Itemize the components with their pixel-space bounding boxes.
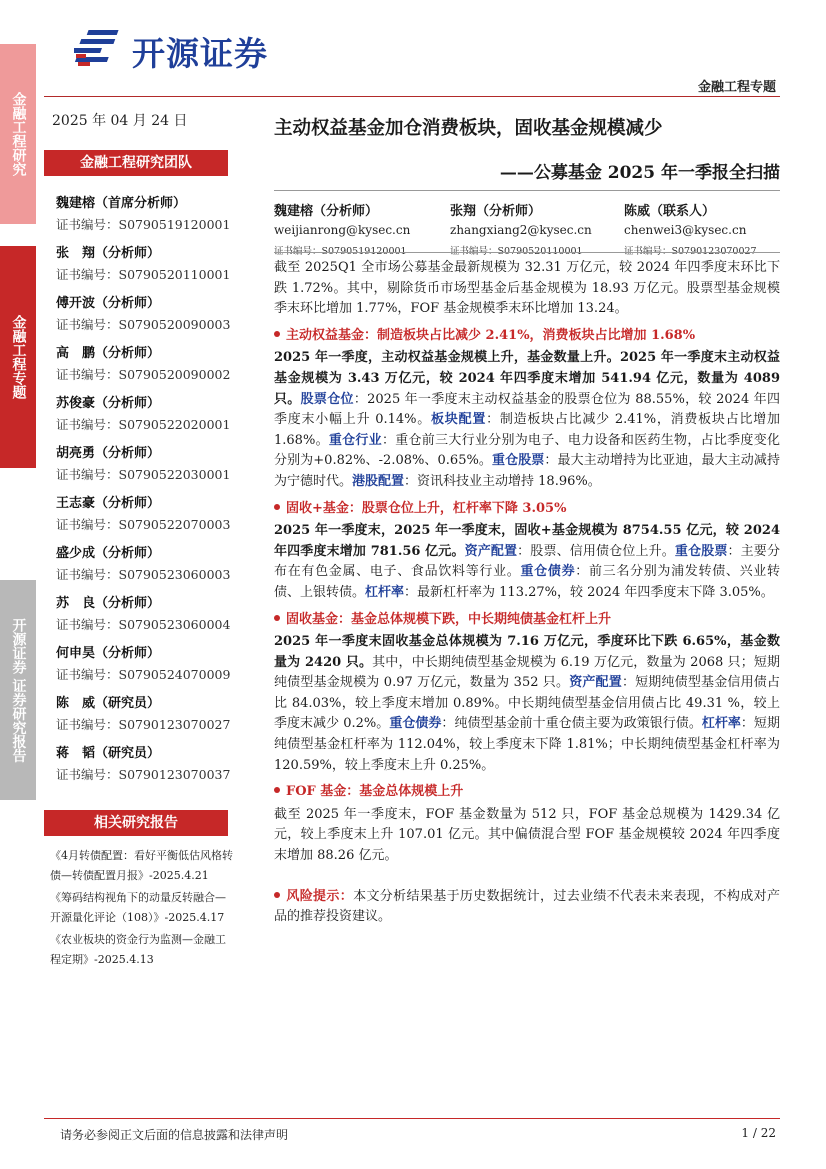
member-cert: 证书编号：S0790522020001 [56,417,231,432]
member-name: 张 翔（分析师） [56,246,161,261]
member-name: 傅开波（分析师） [56,296,161,311]
member-cert: 证书编号：S0790522030001 [56,467,231,482]
team-member [56,644,231,694]
side-tab-topic: 金融工程专题 [0,246,36,468]
member-cert: 证书编号：S0790520090003 [56,317,231,332]
footer-divider [44,1118,780,1119]
related-reports-heading: 相关研究报告 [44,810,228,836]
report-title: 《4月转债配置：看好平衡低估风格转债—转债配置月报》 [50,849,233,882]
section-body-fixed-income: 2025 年一季度末固收基金总体规模为 7.16 万亿元，季度环比下跌 6.65%，基金数量为 2420 只。其中，中长期纯债型基金规模为 6.19 万亿元，数量为 2068 只；短期纯债型基金规模为 0.97 万亿元，数量为 352 只。资产配置：短期纯债型基金信用债占比 84.03%，较上季度末增加 0.89%。中长期纯债型基金信用债占比 49.31 %，较上季度末减少 0.2%。重仓债券：纯债型基金前十重仓债主要为政策银行债。杠杆率：短期纯债型基金杠杆率为 112.04%，较上季度末下降 1.81%；中长期纯债型基金杠杆率为 120.59%，较上季度末上升 0.25%。 [274,634,781,773]
footer-disclaimer: 请务必参阅正文后面的信息披露和法律声明 [60,1128,289,1142]
author-email[interactable]: weijianrong@kysec.cn [274,223,411,237]
member-name: 高 鹏（分析师） [56,346,161,361]
team-member [56,494,231,544]
risk-warning: 风险提示：本文分析结果基于历史数据统计，过去业绩不代表未来表现，不构成对产品的推荐投资建议。 [274,888,780,925]
section-heading-fof: FOF 基金：基金总体规模上升 [274,782,780,803]
member-name: 盛少成（分析师） [56,546,161,561]
related-report[interactable] [50,930,235,969]
member-name: 陈 威（研究员） [56,696,161,711]
member-name: 苏 良（分析师） [56,596,161,611]
report-date: -2025.4.17 [164,910,225,924]
team-heading: 金融工程研究团队 [44,150,228,176]
member-name: 魏建榕（首席分析师） [56,196,187,211]
team-member [56,594,231,644]
author-name: 张翔（分析师） [450,204,542,219]
bullet-icon [274,787,280,793]
intro-paragraph: 截至 2025Q1 全市场公募基金最新规模为 32.31 万亿元，较 2024 年四季度末环比下跌 1.72%。其中，剔除货币市场型基金后基金规模为 18.93 万亿元。股票型基金规模季末环比增加 1.77%，FOF 基金规模季末环比增加 13.24。 [274,260,780,317]
author-divider [274,252,780,253]
brand-name: 开源证券 [132,34,268,73]
author-cert: 证书编号：S0790519120001 [274,246,407,257]
member-cert: 证书编号：S0790524070009 [56,667,231,682]
team-list [56,194,231,794]
logo-stripes-icon [74,26,130,74]
report-title: 《农业板块的资金行为监测—金融工程定期》 [50,933,226,966]
report-subtitle: ——公募基金 2025 年一季报全扫描 [499,163,780,183]
member-name: 蒋 韬（研究员） [56,746,161,761]
team-member [56,294,231,344]
author-name: 魏建榕（分析师） [274,204,379,219]
member-cert: 证书编号：S0790520110001 [56,267,231,282]
member-name: 苏俊豪（分析师） [56,396,161,411]
team-member [56,694,231,744]
team-member [56,194,231,244]
section-heading-fixed-income: 固收基金：基金总体规模下跌，中长期纯债基金杠杆上升 [274,610,780,631]
report-type-label: 金融工程专题 [697,80,776,95]
author-block [624,200,794,257]
author-cert: 证书编号：S0790520110001 [450,246,583,257]
header-divider [44,96,780,97]
member-cert: 证书编号：S0790123070037 [56,767,231,782]
team-member [56,744,231,794]
member-cert: 证书编号：S0790522070003 [56,517,231,532]
title-divider [274,190,780,191]
member-name: 胡亮勇（分析师） [56,446,161,461]
report-title: 《筹码结构视角下的动量反转融合—开源量化评论（108）》 [50,891,226,924]
section-body-fof: 截至 2025 年一季度末，FOF 基金数量为 512 只，FOF 基金总规模为 1429.34 亿元，较上季度末上升 107.01 亿元。其中偏债混合型 FOF 基金规模较 2024 年四季度末增加 88.26 亿元。 [274,806,780,864]
member-cert: 证书编号：S0790519120001 [56,217,231,232]
side-tab-brand: 开源证券 证券研究报告 [0,580,36,800]
author-email[interactable]: zhangxiang2@kysec.cn [450,223,592,237]
bullet-icon [274,615,280,621]
section-heading-equity: 主动权益基金：制造板块占比减少 2.41%，消费板块占比增加 1.68% [274,326,780,347]
section-heading-fixed-income-plus: 固收+基金：股票仓位上升，杠杆率下降 3.05% [274,499,780,520]
team-member [56,444,231,494]
related-report[interactable] [50,846,235,885]
member-cert: 证书编号：S0790523060003 [56,567,231,582]
bullet-icon [274,331,280,337]
page-number: 1 / 22 [741,1126,776,1140]
member-name: 何申昊（分析师） [56,646,161,661]
section-body-fixed-income-plus: 2025 年一季度末，2025 年一季度末，固收+基金规模为 8754.55 亿元，较 2024 年四季度末增加 781.56 亿元。资产配置：股票、信用债仓位上升。重仓股票：主要分布在有色金属、电子、食品饮料等行业。重仓债券：前三名分别为浦发转债、兴业转债、上银转债。杠杆率：最新杠杆率为 113.27%，较 2024 年四季度末下降 3.05%。 [274,523,780,600]
team-member [56,394,231,444]
report-date: -2025.4.21 [149,868,209,882]
bullet-icon [274,504,280,510]
related-report[interactable] [50,888,235,927]
side-tab-research: 金融工程研究 [0,44,36,224]
related-reports-list [50,846,235,972]
author-block [450,200,620,257]
team-member [56,344,231,394]
member-name: 王志豪（分析师） [56,496,161,511]
member-cert: 证书编号：S0790523060004 [56,617,231,632]
report-date: 2025 年 04 月 24 日 [52,113,188,129]
author-email[interactable]: chenwei3@kysec.cn [624,223,747,237]
author-block [274,200,444,257]
bullet-icon [274,892,280,898]
member-cert: 证书编号：S0790123070027 [56,717,231,732]
report-title: 主动权益基金加仓消费板块，固收基金规模减少 [274,118,663,139]
team-member [56,244,231,294]
author-cert: 证书编号：S0790123070027 [624,246,757,257]
team-member [56,544,231,594]
author-name: 陈威（联系人） [624,204,716,219]
section-body-equity: 2025 年一季度，主动权益基金规模上升，基金数量上升。2025 年一季度末主动权益基金规模为 3.43 万亿元，较 2024 年四季度末增加 541.94 亿元，数量为 4089 只。股票仓位：2025 年一季度末主动权益基金的股票仓位为 88.55%，较 2024 年四季度末小幅上升 0.14%。板块配置：制造板块占比减少 2.41%，消费板块占比增加 1.68%。重仓行业：重仓前三大行业分别为电子、电力设备和医药生物，占比季度变化分别为+0.82%、-2.08%、0.65%。重仓股票：最大主动增持为比亚迪，最大主动减持为宁德时代。港股配置：资讯科技业主动增持 18.96%。 [274,350,780,489]
report-summary [274,258,780,934]
report-date: -2025.4.13 [94,952,154,966]
company-logo [74,26,314,74]
member-cert: 证书编号：S0790520090002 [56,367,231,382]
